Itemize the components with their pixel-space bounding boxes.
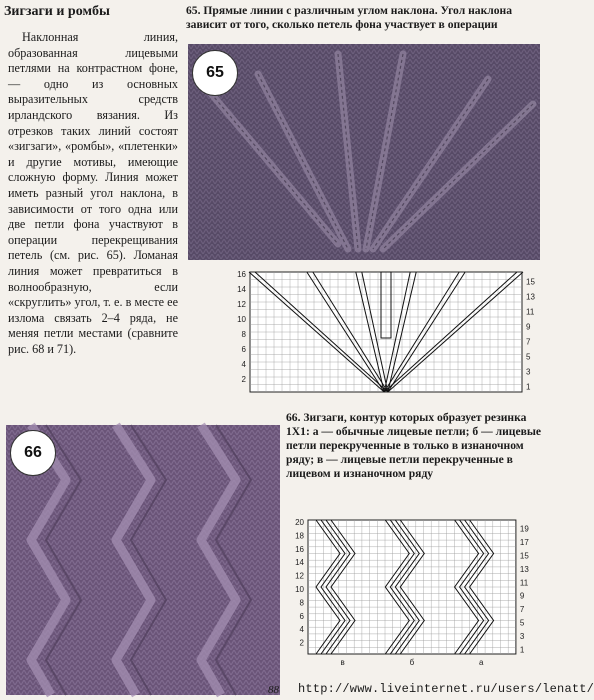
figure-65-photo <box>188 44 540 260</box>
page-number: 88 <box>268 684 279 696</box>
tick-label-right: 15 <box>526 277 535 287</box>
tick-label-right: 13 <box>519 564 529 574</box>
tick-label-right: 15 <box>519 551 529 561</box>
tick-label-right: 9 <box>526 322 531 332</box>
figure-66-caption: 66. Зигзаги, контур которых образует резинка 1Х1: а — обычные лицевые петли; б — лицевые петли перекрученные в только в изнаночном ряду; в — лицевые петли перекрученные в лицевом и изнаночном ряду <box>286 411 542 480</box>
tick-label-left: 20 <box>295 518 304 527</box>
tick-label-left: 10 <box>295 585 304 594</box>
tick-label-left: 6 <box>299 611 304 621</box>
tick-label-right: 3 <box>519 631 525 641</box>
tick-label-right: 11 <box>526 307 535 317</box>
tick-label-left: 16 <box>295 544 304 554</box>
column-label: а <box>479 658 484 667</box>
tick-label-right: 5 <box>526 352 531 362</box>
tick-label-right: 7 <box>519 605 525 615</box>
tick-label-right: 3 <box>526 367 531 377</box>
tick-label-right: 17 <box>519 538 529 548</box>
figure-65-chart <box>230 268 542 396</box>
tick-label-left: 8 <box>241 330 246 339</box>
tick-label-left: 2 <box>241 375 246 384</box>
figure-65-caption: 65. Прямые линии с различным углом наклона. Угол наклона зависит от того, сколько петель фона участвует в операции <box>186 4 513 31</box>
figure-65-number-badge: 65 <box>192 50 238 96</box>
tick-label-left: 2 <box>299 638 304 648</box>
tick-label-right: 5 <box>519 618 525 628</box>
body-paragraph: Наклонная линия, образованная лицевыми петлями на контрастном фоне, — одно из основных выразительных средств ирландского вязания. Из отрезков таких линий состоят «зигзаги», «ромбы», «плетенки» и другие мотивы, имеющие сложную форму. Линия может иметь разный угол наклона, в зависимости от того одна или две петли фона участвуют в операции перекрещивания петель (см. рис. 65). Ломаная линия может превратиться в волнообразную, если «скруглить» угол, т. е. в месте ее излома связать 2–4 ряда, не меняя петли местами (сравните рис. 68 и 71). <box>8 30 178 356</box>
tick-label-left: 12 <box>295 571 304 581</box>
tick-label-right: 1 <box>519 645 525 655</box>
tick-label-left: 10 <box>237 315 246 324</box>
figure-66-chart <box>288 516 542 678</box>
tick-label-left: 6 <box>241 345 246 354</box>
tick-label-right: 11 <box>519 578 529 588</box>
column-label: в <box>340 658 345 667</box>
section-title: Зигзаги и ромбы <box>4 4 110 19</box>
column-label: б <box>409 658 415 667</box>
tick-label-left: 12 <box>237 300 246 309</box>
watermark-url: http://www.liveinternet.ru/users/lenatt/ <box>298 682 594 696</box>
tick-label-left: 4 <box>299 625 304 635</box>
tick-label-left: 14 <box>237 285 246 294</box>
tick-label-right: 13 <box>526 292 535 302</box>
tick-label-left: 16 <box>237 270 246 279</box>
tick-label-left: 8 <box>299 598 304 608</box>
tick-label-right: 1 <box>526 382 531 392</box>
tick-label-right: 19 <box>519 524 529 534</box>
figure-66-number-badge: 66 <box>10 430 56 476</box>
tick-label-right: 9 <box>519 591 525 601</box>
tick-label-left: 4 <box>241 360 246 369</box>
tick-label-right: 7 <box>526 337 531 347</box>
tick-label-left: 18 <box>295 531 304 541</box>
tick-label-left: 14 <box>295 558 304 568</box>
